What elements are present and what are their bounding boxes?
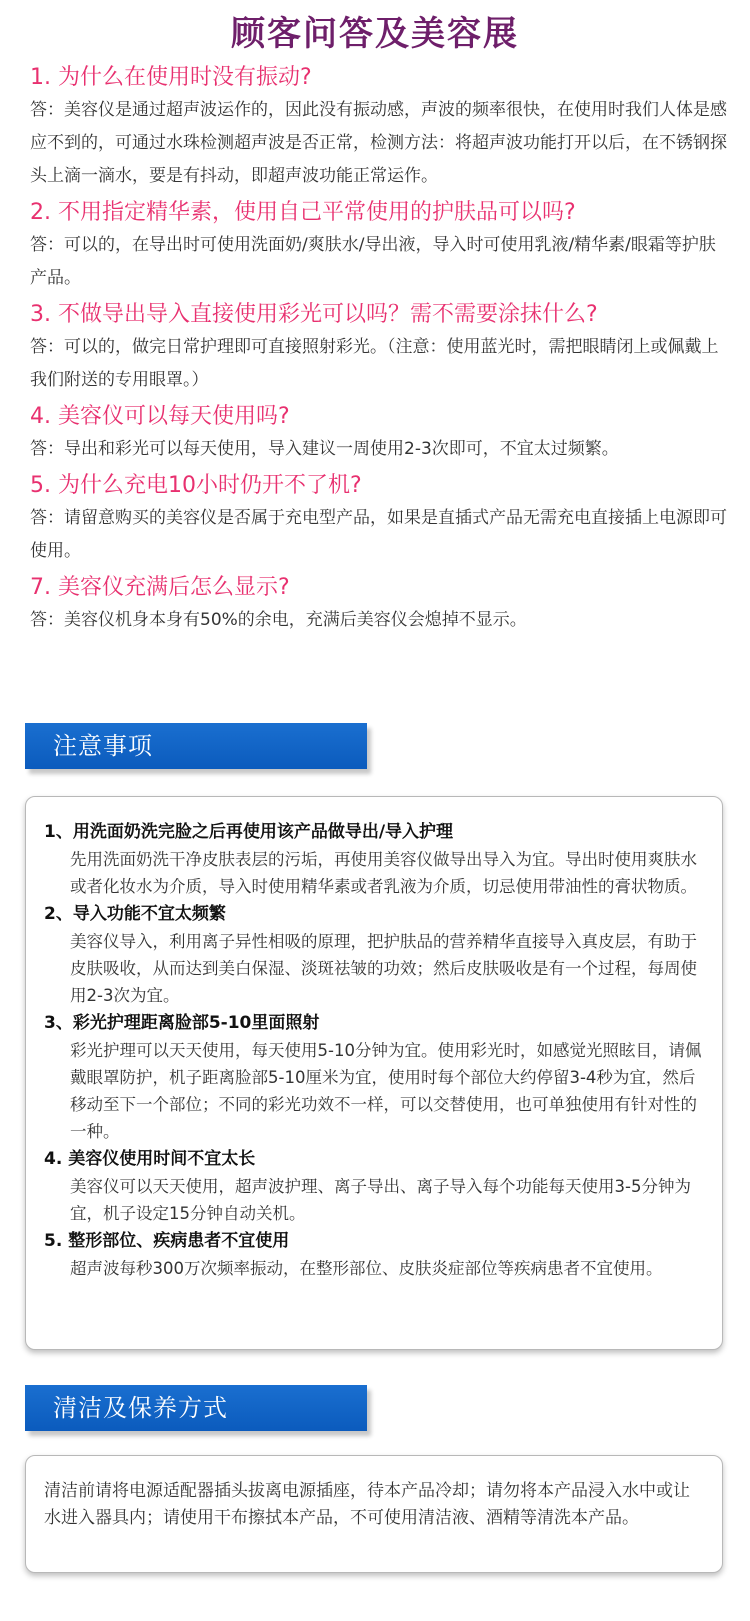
notice-item bbox=[44, 1146, 702, 1227]
notice-heading: 4. 美容仪使用时间不宜太长 bbox=[44, 1149, 256, 1169]
faq-answer: 答：导出和彩光可以每天使用，导入建议一周使用2-3次即可，不宜太过频繁。 bbox=[30, 439, 619, 459]
notice-body: 先用洗面奶洗干净皮肤表层的污垢，再使用美容仪做导出导入为宜。导出时使用爽肤水或者化妆水为介质，导入时使用精华素或者乳液为介质，切忌使用带油性的膏状物质。 bbox=[70, 850, 697, 896]
faq-item bbox=[30, 572, 730, 637]
notice-item bbox=[44, 1010, 702, 1145]
cleaning-section-banner: 清洁及保养方式 bbox=[25, 1385, 367, 1431]
faq-answer: 答：可以的，在导出时可使用洗面奶/爽肤水/导出液，导入时可使用乳液/精华素/眼霜等护肤产品。 bbox=[30, 235, 716, 288]
faq-question: 2. 不用指定精华素，使用自己平常使用的护肤品可以吗? bbox=[30, 200, 576, 225]
faq-answer: 答：美容仪是通过超声波运作的，因此没有振动感，声波的频率很快，在使用时我们人体是感应不到的，可通过水珠检测超声波是否正常，检测方法：将超声波功能打开以后，在不锈钢探头上滴一滴水，要是有抖动，即超声波功能正常运作。 bbox=[30, 100, 727, 186]
page-title: 顾客问答及美容展 bbox=[231, 14, 519, 54]
notice-body: 彩光护理可以天天使用，每天使用5-10分钟为宜。使用彩光时，如感觉光照眩目，请佩戴眼罩防护，机子距离脸部5-10厘米为宜，使用时每个部位大约停留3-4秒为宜，然后移动至下一个部位；不同的彩光功效不一样，可以交替使用，也可单独使用有针对性的一种。 bbox=[70, 1041, 702, 1141]
faq-item bbox=[30, 197, 730, 295]
cleaning-instructions: 清洁前请将电源适配器插头拔离电源插座，待本产品冷却；请勿将本产品浸入水中或让水进入器具内；请使用干布擦拭本产品，不可使用清洁液、酒精等清洗本产品。 bbox=[44, 1481, 690, 1528]
notice-item bbox=[44, 901, 702, 1009]
notice-box bbox=[25, 796, 723, 1350]
faq-question: 4. 美容仪可以每天使用吗? bbox=[30, 404, 290, 429]
notice-body: 美容仪导入，利用离子异性相吸的原理，把护肤品的营养精华直接导入真皮层，有助于皮肤吸收，从而达到美白保湿、淡斑祛皱的功效；然后皮肤吸收是有一个过程，每周使用2-3次为宜。 bbox=[70, 932, 697, 1005]
faq-answer: 答：请留意购买的美容仪是否属于充电型产品，如果是直插式产品无需充电直接插上电源即可使用。 bbox=[30, 508, 727, 561]
notice-item bbox=[44, 819, 702, 900]
faq-answer: 答：可以的，做完日常护理即可直接照射彩光。（注意：使用蓝光时，需把眼睛闭上或佩戴上我们附送的专用眼罩。） bbox=[30, 337, 719, 390]
notice-heading: 3、彩光护理距离脸部5-10里面照射 bbox=[44, 1013, 320, 1033]
notice-body: 超声波每秒300万次频率振动，在整形部位、皮肤炎症部位等疾病患者不宜使用。 bbox=[70, 1259, 663, 1278]
cleaning-box bbox=[25, 1455, 723, 1573]
notice-heading: 2、导入功能不宜太频繁 bbox=[44, 904, 226, 924]
notice-section-banner: 注意事项 bbox=[25, 723, 367, 769]
faq-list bbox=[30, 62, 730, 641]
notice-heading: 1、用洗面奶洗完脸之后再使用该产品做导出/导入护理 bbox=[44, 822, 454, 842]
faq-item bbox=[30, 401, 730, 466]
faq-item bbox=[30, 470, 730, 568]
faq-question: 7. 美容仪充满后怎么显示? bbox=[30, 575, 290, 600]
faq-item bbox=[30, 62, 730, 193]
faq-question: 1. 为什么在使用时没有振动? bbox=[30, 65, 312, 90]
faq-question: 5. 为什么充电10小时仍开不了机? bbox=[30, 473, 362, 498]
notice-body: 美容仪可以天天使用，超声波护理、离子导出、离子导入每个功能每天使用3-5分钟为宜，机子设定15分钟自动关机。 bbox=[70, 1177, 691, 1223]
faq-item bbox=[30, 299, 730, 397]
faq-answer: 答：美容仪机身本身有50%的余电，充满后美容仪会熄掉不显示。 bbox=[30, 610, 527, 630]
notice-heading: 5. 整形部位、疾病患者不宜使用 bbox=[44, 1231, 290, 1251]
notice-item bbox=[44, 1228, 702, 1282]
faq-question: 3. 不做导出导入直接使用彩光可以吗？需不需要涂抹什么? bbox=[30, 302, 598, 327]
